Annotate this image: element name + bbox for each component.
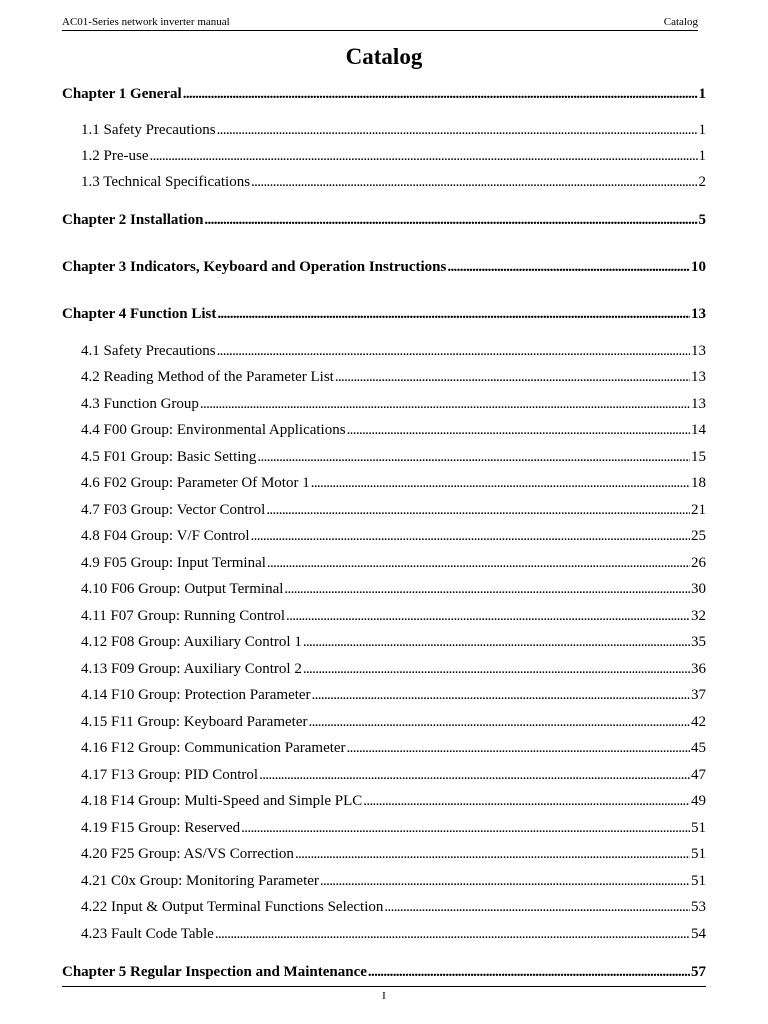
toc-page-number: 51 <box>691 846 706 862</box>
toc-page-number: 18 <box>691 475 706 491</box>
toc-leader <box>257 449 690 466</box>
toc-leader <box>320 873 690 890</box>
toc-page-number: 57 <box>691 964 706 980</box>
header-manual-title: AC01-Series network inverter manual <box>62 16 230 28</box>
toc-page-number: 13 <box>691 306 706 322</box>
footer-divider <box>62 986 706 987</box>
toc-page-number: 35 <box>691 634 706 650</box>
toc-page-number: 13 <box>691 369 706 385</box>
toc-section-4-5[interactable] <box>81 449 706 466</box>
toc-leader <box>335 369 690 386</box>
toc-label: 4.7 F03 Group: Vector Control <box>81 502 266 518</box>
toc-section-1-1[interactable] <box>81 122 706 139</box>
toc-label: 1.1 Safety Precautions <box>81 122 216 138</box>
toc-label: Chapter 4 Function List <box>62 306 217 322</box>
toc-page-number: 5 <box>698 212 706 228</box>
toc-label: 4.19 F15 Group: Reserved <box>81 820 241 836</box>
toc-leader <box>363 793 690 810</box>
toc-section-4-3[interactable] <box>81 396 706 413</box>
toc-label: 4.2 Reading Method of the Parameter List <box>81 369 334 385</box>
toc-leader <box>150 148 698 165</box>
toc-leader <box>215 926 690 943</box>
toc-section-4-21[interactable] <box>81 873 706 890</box>
toc-leader <box>200 396 690 413</box>
toc-page-number: 45 <box>691 740 706 756</box>
toc-page-number: 47 <box>691 767 706 783</box>
toc-leader <box>204 212 697 229</box>
toc-label: 4.20 F25 Group: AS/VS Correction <box>81 846 294 862</box>
toc-section-4-13[interactable] <box>81 661 706 678</box>
toc-page-number: 10 <box>691 259 706 275</box>
toc-page-number: 42 <box>691 714 706 730</box>
toc-label: 4.12 F08 Group: Auxiliary Control 1 <box>81 634 302 650</box>
toc-page-number: 13 <box>691 396 706 412</box>
toc-leader <box>266 502 690 519</box>
toc-leader <box>286 608 690 625</box>
page-header <box>62 12 698 31</box>
toc-section-4-22[interactable] <box>81 899 706 916</box>
toc-section-4-7[interactable] <box>81 502 706 519</box>
toc-leader <box>217 343 690 360</box>
toc-page-number: 37 <box>691 687 706 703</box>
toc-section-1-2[interactable] <box>81 148 706 165</box>
toc-chapter-4[interactable] <box>62 306 706 323</box>
toc-label: 1.3 Technical Specifications <box>81 174 251 190</box>
toc-label: Chapter 2 Installation <box>62 212 204 228</box>
toc-section-4-4[interactable] <box>81 422 706 439</box>
toc-page-number: 2 <box>698 174 706 190</box>
toc-page-number: 1 <box>698 148 706 164</box>
toc-label: 4.1 Safety Precautions <box>81 343 216 359</box>
toc-leader <box>347 740 690 757</box>
page-title: Catalog <box>345 44 423 69</box>
toc-page-number: 26 <box>691 555 706 571</box>
toc-label: 4.4 F00 Group: Environmental Applications <box>81 422 346 438</box>
toc-leader <box>217 306 690 323</box>
toc-page-number: 32 <box>691 608 706 624</box>
toc-label: 4.6 F02 Group: Parameter Of Motor 1 <box>81 475 310 491</box>
toc-section-4-23[interactable] <box>81 926 706 943</box>
toc-page-number: 36 <box>691 661 706 677</box>
toc-chapter-3[interactable] <box>62 259 706 276</box>
toc-label: Chapter 3 Indicators, Keyboard and Operation Instructions <box>62 259 447 275</box>
toc-leader <box>267 555 690 572</box>
toc-page-number: 1 <box>698 122 706 138</box>
toc-section-4-11[interactable] <box>81 608 706 625</box>
toc-section-4-6[interactable] <box>81 475 706 492</box>
toc-label: 4.5 F01 Group: Basic Setting <box>81 449 257 465</box>
toc-chapter-5[interactable] <box>62 964 706 981</box>
toc-label: 4.3 Function Group <box>81 396 199 412</box>
toc-leader <box>284 581 690 598</box>
toc-label: 4.13 F09 Group: Auxiliary Control 2 <box>81 661 302 677</box>
toc-label: Chapter 5 Regular Inspection and Maintenance <box>62 964 367 980</box>
toc-page-number: 21 <box>691 502 706 518</box>
toc-label: 4.11 F07 Group: Running Control <box>81 608 286 624</box>
footer-page-number: I <box>382 990 386 1002</box>
toc-leader <box>368 964 690 981</box>
toc-leader <box>312 687 690 704</box>
toc-page-number: 49 <box>691 793 706 809</box>
toc-leader <box>347 422 690 439</box>
toc-label: 4.15 F11 Group: Keyboard Parameter <box>81 714 308 730</box>
toc-leader <box>447 259 690 276</box>
toc-leader <box>311 475 690 492</box>
toc-leader <box>308 714 690 731</box>
toc-leader <box>303 661 690 678</box>
toc-section-4-17[interactable] <box>81 767 706 784</box>
toc-label: 4.10 F06 Group: Output Terminal <box>81 581 284 597</box>
toc-section-4-1[interactable] <box>81 343 706 360</box>
toc-page-number: 53 <box>691 899 706 915</box>
toc-leader <box>384 899 690 916</box>
toc-section-1-3[interactable] <box>81 174 706 191</box>
toc-label: 1.2 Pre-use <box>81 148 149 164</box>
toc-label: 4.23 Fault Code Table <box>81 926 214 942</box>
toc-leader <box>183 86 698 103</box>
toc-label: 4.17 F13 Group: PID Control <box>81 767 259 783</box>
toc-section-4-9[interactable] <box>81 555 706 572</box>
header-section-name: Catalog <box>663 16 698 28</box>
toc-section-4-16[interactable] <box>81 740 706 757</box>
toc-label: 4.14 F10 Group: Protection Parameter <box>81 687 311 703</box>
toc-section-4-19[interactable] <box>81 820 706 837</box>
toc-leader <box>295 846 690 863</box>
toc-label: 4.9 F05 Group: Input Terminal <box>81 555 266 571</box>
toc-label: 4.21 C0x Group: Monitoring Parameter <box>81 873 319 889</box>
toc-leader <box>217 122 698 139</box>
toc-leader <box>251 528 691 545</box>
toc-leader <box>251 174 697 191</box>
toc-leader <box>241 820 690 837</box>
toc-page-number: 30 <box>691 581 706 597</box>
toc-label: 4.8 F04 Group: V/F Control <box>81 528 250 544</box>
toc-section-4-15[interactable] <box>81 714 706 731</box>
toc-section-4-12[interactable] <box>81 634 706 651</box>
toc-label: Chapter 1 General <box>62 86 182 102</box>
toc-label: 4.22 Input & Output Terminal Functions Selection <box>81 899 384 915</box>
toc-page-number: 25 <box>691 528 706 544</box>
toc-page-number: 51 <box>691 820 706 836</box>
toc-section-4-18[interactable] <box>81 793 706 810</box>
toc-page-number: 1 <box>698 86 706 102</box>
toc-chapter-1[interactable] <box>62 86 706 103</box>
toc-page-number: 51 <box>691 873 706 889</box>
toc-label: 4.18 F14 Group: Multi-Speed and Simple PLC <box>81 793 363 809</box>
toc-section-4-10[interactable] <box>81 581 706 598</box>
toc-section-4-20[interactable] <box>81 846 706 863</box>
toc-section-4-8[interactable] <box>81 528 706 545</box>
toc-section-4-2[interactable] <box>81 369 706 386</box>
toc-section-4-14[interactable] <box>81 687 706 704</box>
toc-page-number: 15 <box>691 449 706 465</box>
toc-page-number: 13 <box>691 343 706 359</box>
toc-chapter-2[interactable] <box>62 212 706 229</box>
toc-page-number: 14 <box>691 422 706 438</box>
toc-leader <box>303 634 690 651</box>
toc-page-number: 54 <box>691 926 706 942</box>
toc-label: 4.16 F12 Group: Communication Parameter <box>81 740 346 756</box>
toc-leader <box>259 767 690 784</box>
